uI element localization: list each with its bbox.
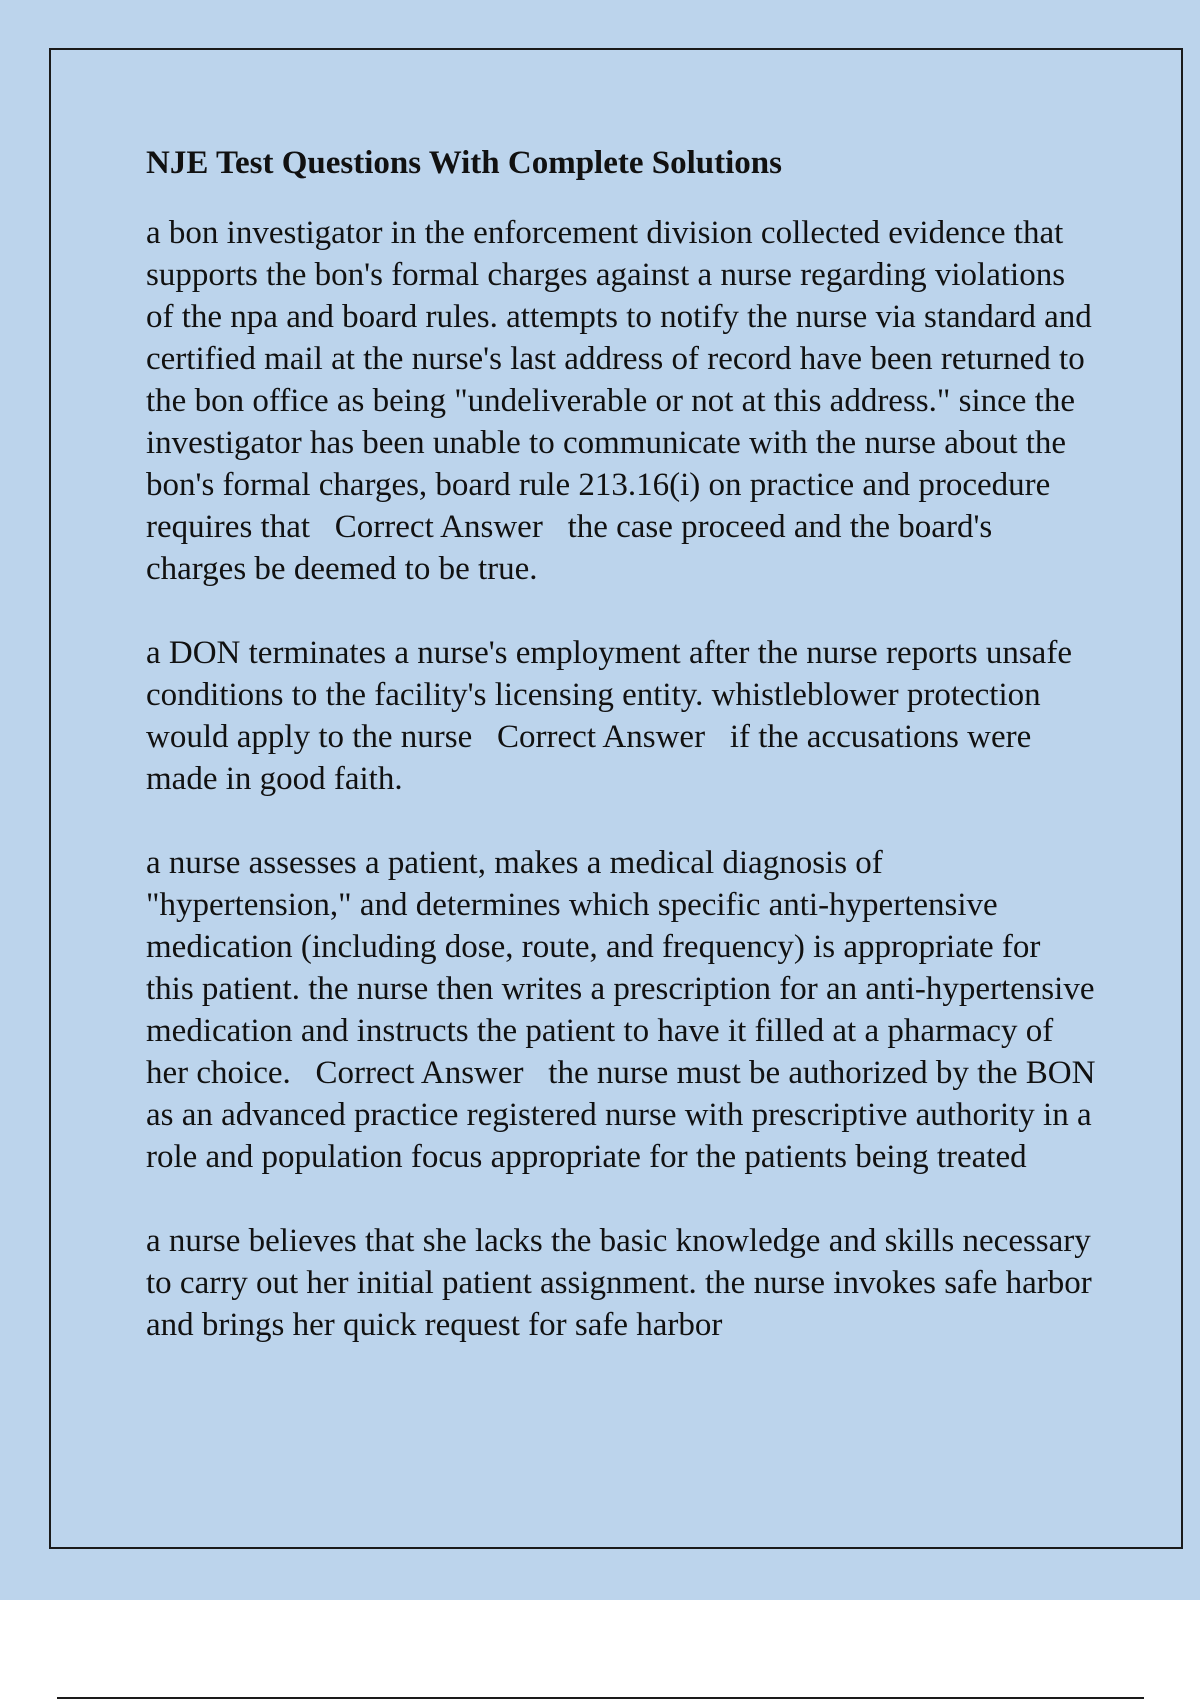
question-text: a DON terminates a nurse's employment after the nurse reports unsafe conditions to the facility's licensing entity. whistleblower protection would apply to the nurse — [146, 635, 1072, 755]
correct-answer-label: Correct Answer — [315, 1055, 524, 1091]
qa-item — [146, 632, 1096, 800]
answer-text: if the accusations were made in good faith. — [146, 719, 1032, 797]
qa-item — [146, 212, 1096, 590]
footer-rule — [57, 1697, 1144, 1699]
question-text: a nurse assesses a patient, makes a medical diagnosis of "hypertension," and determines which specific anti-hypertensive medication (including dose, route, and frequency) is appropriate for this patient. the nurse then writes a prescription for an anti-hypertensive medication and instructs the patient to have it filled at a pharmacy of her choice. — [146, 845, 1095, 1091]
document-body — [146, 142, 1096, 1388]
answer-text: the nurse must be authorized by the BON as an advanced practice registered nurse with prescriptive authority in a role and population focus appropriate for the patients being treated — [146, 1055, 1096, 1175]
correct-answer-label: Correct Answer — [497, 719, 706, 755]
question-text: a nurse believes that she lacks the basic knowledge and skills necessary to carry out her initial patient assignment. the nurse invokes safe harbor and brings her quick request for safe harbor — [146, 1223, 1092, 1343]
answer-text: the case proceed and the board's charges be deemed to be true. — [146, 509, 993, 587]
qa-item — [146, 842, 1096, 1178]
document-title: NJE Test Questions With Complete Solutions — [146, 145, 782, 181]
qa-item — [146, 1220, 1096, 1346]
correct-answer-label: Correct Answer — [334, 509, 543, 545]
question-text: a bon investigator in the enforcement division collected evidence that supports the bon's formal charges against a nurse regarding violations of the npa and board rules. attempts to notify the nurse via standard and certified mail at the nurse's last address of record have been returned to the bon office as being "undeliverable or not at this address." since the investigator has been unable to communicate with the nurse about the bon's formal charges, board rule 213.16(i) on practice and procedure requires that — [146, 215, 1092, 545]
